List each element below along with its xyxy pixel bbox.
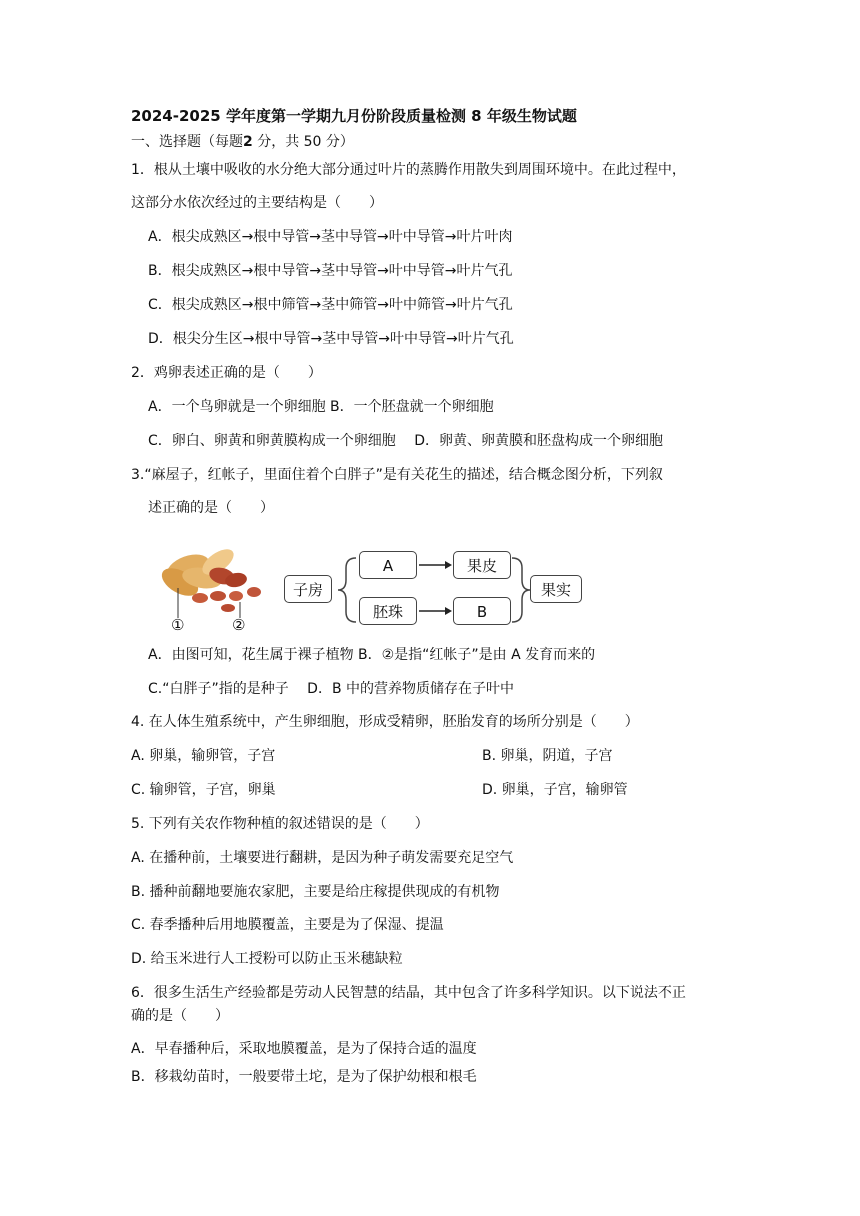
ovary-box: 子房: [284, 575, 332, 603]
q4-option-a: A. 卵巢，输卵管，子宫: [131, 748, 276, 764]
q3-stem-line2: 述正确的是（ ）: [148, 500, 274, 516]
q1-stem-line1: 1．根从土壤中吸收的水分绝大部分通过叶片的蒸腾作用散失到周围环境中。在此过程中，: [131, 162, 686, 178]
q2-options-row1: A．一个鸟卵就是一个卵细胞 B．一个胚盘就一个卵细胞: [148, 399, 494, 415]
q5-stem: 5. 下列有关农作物种植的叙述错误的是（ ）: [131, 816, 429, 832]
peanut-illustration: [150, 536, 270, 636]
q6-stem-line1: 6．很多生活生产经验都是劳动人民智慧的结晶，其中包含了许多科学知识。以下说法不正: [131, 985, 686, 1001]
section-prefix: 一、选择题（每题: [131, 134, 243, 150]
q1-stem-line2: 这部分水依次经过的主要结构是（ ）: [131, 195, 383, 211]
section-suffix: 分，共 50 分）: [257, 134, 354, 150]
q4-option-c: C. 输卵管，子宫，卵巢: [131, 782, 276, 798]
q5-option-c: C. 春季播种后用地膜覆盖，主要是为了保湿、提温: [131, 917, 444, 933]
section-points: 2: [243, 134, 253, 150]
q4-option-d: D. 卵巢，子宫，输卵管: [482, 782, 628, 798]
q6-stem-line2: 确的是（ ）: [131, 1008, 229, 1024]
ovule-box: 胚珠: [359, 597, 417, 625]
section-heading: [131, 132, 354, 152]
q5-option-a: A. 在播种前，土壤要进行翻耕，是因为种子萌发需要充足空气: [131, 850, 514, 866]
q1-option-a: A．根尖成熟区→根中导管→茎中导管→叶中导管→叶片叶肉: [148, 229, 513, 245]
q4-stem: 4. 在人体生殖系统中，产生卵细胞，形成受精卵，胚胎发育的场所分别是（ ）: [131, 714, 639, 730]
pericarp-box: 果皮: [453, 551, 511, 579]
peanut-seeds-image: [192, 587, 261, 612]
q3-options-row1: A．由图可知，花生属于裸子植物 B．②是指“红帐子”是由 A 发育而来的: [148, 647, 596, 663]
q3-options-row2: C.“白胖子”指的是种子 D．B 中的营养物质储存在子叶中: [148, 681, 515, 697]
box-a: A: [359, 551, 417, 579]
label-2: ②: [232, 616, 246, 634]
label-1: ①: [171, 616, 185, 634]
q3-stem-line1: 3.“麻屋子，红帐子，里面住着个白胖子”是有关花生的描述，结合概念图分析，下列叙: [131, 467, 663, 483]
q4-option-b: B. 卵巢，阴道，子宫: [482, 748, 613, 764]
q2-options-row2: C．卵白、卵黄和卵黄膜构成一个卵细胞 D．卵黄、卵黄膜和胚盘构成一个卵细胞: [148, 433, 664, 449]
q1-option-c: C．根尖成熟区→根中筛管→茎中筛管→叶中筛管→叶片气孔: [148, 297, 513, 313]
q2-stem: 2．鸡卵表述正确的是（ ）: [131, 365, 322, 381]
q5-option-d: D. 给玉米进行人工授粉可以防止玉米穗缺粒: [131, 951, 403, 967]
page-title: 2024-2025 学年度第一学期九月份阶段质量检测 8 年级生物试题: [131, 107, 577, 125]
arrows: [417, 555, 453, 625]
fruit-box: 果实: [530, 575, 582, 603]
q5-option-b: B. 播种前翻地要施农家肥，主要是给庄稼提供现成的有机物: [131, 884, 500, 900]
q6-option-b: B．移栽幼苗时，一般要带土坨，是为了保护幼根和根毛: [131, 1069, 477, 1085]
q1-option-d: D．根尖分生区→根中导管→茎中导管→叶中导管→叶片气孔: [148, 331, 514, 347]
box-b: B: [453, 597, 511, 625]
q1-option-b: B．根尖成熟区→根中导管→茎中导管→叶中导管→叶片气孔: [148, 263, 513, 279]
q6-option-a: A．早春播种后，采取地膜覆盖，是为了保持合适的温度: [131, 1041, 477, 1057]
